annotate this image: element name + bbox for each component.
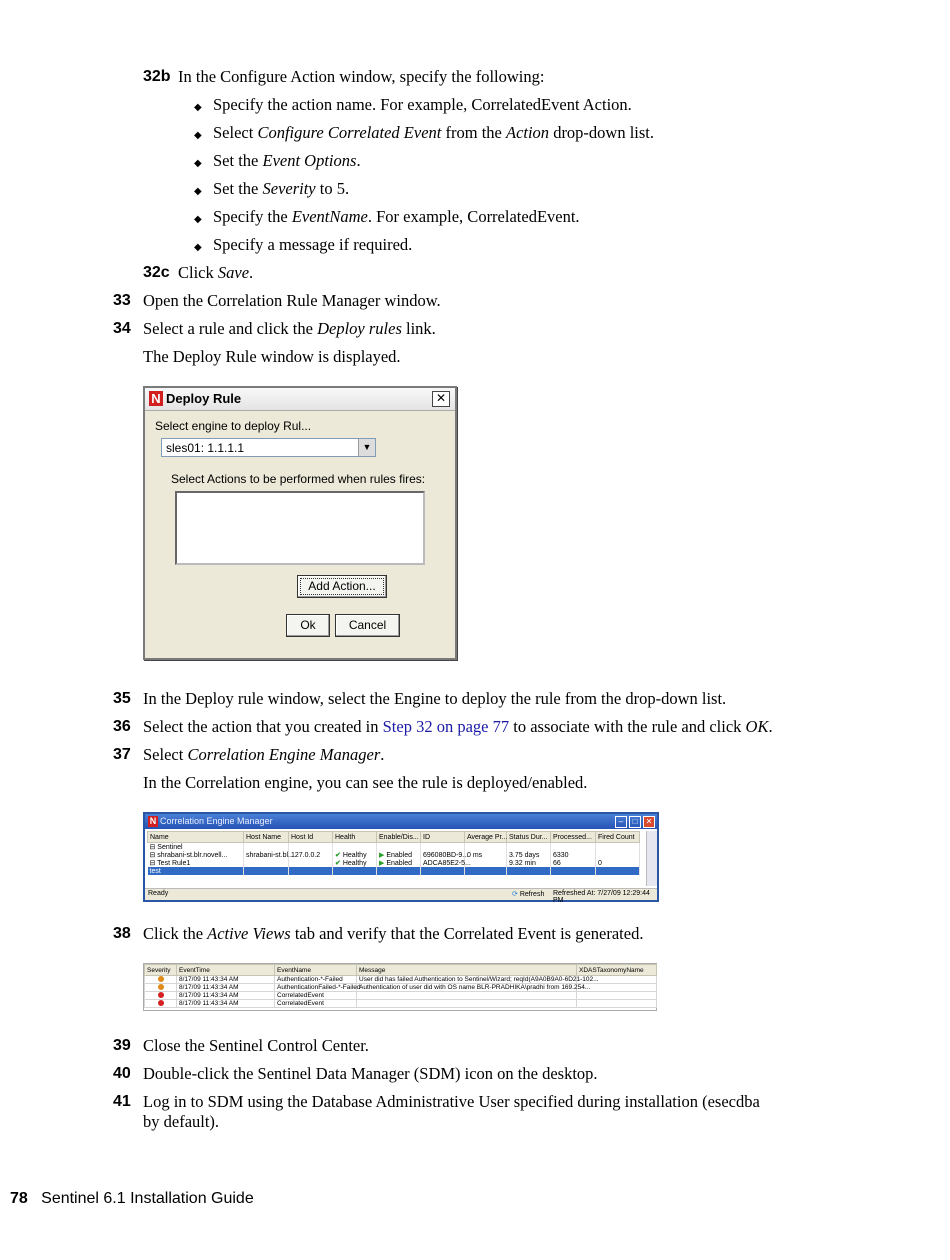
bullet-icon: ◆ bbox=[194, 130, 202, 141]
step-text: Open the Correlation Rule Manager window. bbox=[143, 291, 441, 310]
table-cell: 8/17/09 11:43:34 AM bbox=[177, 992, 275, 1000]
close-icon[interactable]: ✕ bbox=[432, 391, 450, 407]
tree-node-host[interactable]: ⊟ shrabani-st.blr.novell... bbox=[148, 851, 244, 859]
step-text: Click Save. bbox=[178, 263, 254, 282]
column-header[interactable]: Fired Count bbox=[596, 832, 640, 843]
table-cell bbox=[577, 1000, 657, 1008]
page-number: 78 bbox=[10, 1190, 28, 1207]
table-cell: AuthenticationFailed-*-Failed bbox=[275, 984, 357, 992]
step-link[interactable]: Step 32 on page 77 bbox=[382, 717, 510, 736]
bullet-icon: ◆ bbox=[194, 158, 202, 169]
refresh-icon: ⟳ bbox=[512, 891, 518, 898]
bullet-icon: ◆ bbox=[194, 102, 202, 113]
bullet-text: Specify the EventName. For example, CorrelatedEvent. bbox=[213, 207, 580, 226]
engine-table bbox=[147, 831, 640, 875]
column-header[interactable]: Message bbox=[357, 965, 577, 976]
table-cell: 8/17/09 11:43:34 AM bbox=[177, 984, 275, 992]
table-cell: 0 bbox=[596, 859, 640, 867]
step-subtext: In the Correlation engine, you can see the rule is deployed/enabled. bbox=[143, 773, 588, 792]
table-cell: 8/17/09 11:43:34 AM bbox=[177, 976, 275, 984]
add-action-button[interactable]: Add Action... bbox=[297, 575, 387, 598]
table-row[interactable] bbox=[148, 859, 640, 867]
table-row[interactable] bbox=[145, 992, 657, 1000]
severity-icon bbox=[158, 984, 164, 990]
status-text: Ready bbox=[148, 890, 169, 897]
check-icon: ✔ bbox=[335, 852, 341, 859]
column-header[interactable]: Status Dur... bbox=[507, 832, 551, 843]
chevron-down-icon[interactable]: ▼ bbox=[358, 439, 375, 456]
table-cell bbox=[596, 851, 640, 859]
table-cell: Authentication of user did with OS name BLR-PRADHIKA\pradhi from 169.254... bbox=[357, 984, 577, 992]
novell-logo-icon: N bbox=[149, 391, 163, 406]
active-views-table bbox=[143, 963, 657, 1011]
table-cell: 6330 bbox=[551, 851, 596, 859]
correlation-engine-manager-window bbox=[143, 812, 659, 902]
bullet-icon: ◆ bbox=[194, 214, 202, 225]
engine-select-value: sles01: 1.1.1.1 bbox=[166, 441, 245, 455]
bullet-icon: ◆ bbox=[194, 186, 202, 197]
cancel-button[interactable]: Cancel bbox=[335, 614, 400, 637]
minimize-icon[interactable]: – bbox=[615, 816, 627, 828]
table-cell bbox=[577, 992, 657, 1000]
bullet-item bbox=[194, 235, 202, 258]
status-bar bbox=[145, 888, 657, 904]
tree-node-sentinel[interactable]: ⊟ Sentinel bbox=[148, 843, 244, 852]
step-number: 37 bbox=[113, 746, 131, 763]
table-cell: 0 ms bbox=[465, 851, 507, 859]
column-header[interactable]: Average Pr... bbox=[465, 832, 507, 843]
step-number: 38 bbox=[113, 925, 131, 942]
severity-cell bbox=[145, 976, 177, 984]
bullet-text: Select Configure Correlated Event from the Action drop-down list. bbox=[213, 123, 655, 142]
bullet-text: Specify the action name. For example, CorrelatedEvent Action. bbox=[213, 95, 632, 114]
ok-button[interactable]: Ok bbox=[286, 614, 330, 637]
table-cell: ADCA85E2-5... bbox=[421, 859, 465, 867]
column-header[interactable]: XDASTaxonomyName bbox=[577, 965, 657, 976]
step-number: 35 bbox=[113, 690, 131, 707]
bullet-icon: ◆ bbox=[194, 242, 202, 253]
check-icon: ✔ bbox=[335, 860, 341, 867]
refreshed-time: Refreshed At: 7/27/09 12:29:44 PM bbox=[553, 890, 650, 904]
severity-cell bbox=[145, 992, 177, 1000]
refresh-button[interactable]: ⟳ Refresh bbox=[512, 891, 545, 898]
tree-node-action[interactable]: test bbox=[148, 867, 244, 875]
step-number: 32c bbox=[143, 264, 170, 281]
column-header[interactable]: Processed... bbox=[551, 832, 596, 843]
column-header[interactable]: Host Id bbox=[289, 832, 333, 843]
table-cell: 127.0.0.2 bbox=[289, 851, 333, 859]
table-cell: ✔ Healthy bbox=[333, 859, 377, 867]
severity-cell bbox=[145, 984, 177, 992]
step-text: Click the Active Views tab and verify that the Correlated Event is generated. bbox=[143, 924, 644, 943]
step-subtext: The Deploy Rule window is displayed. bbox=[143, 347, 401, 366]
step-text: In the Configure Action window, specify the following: bbox=[178, 67, 545, 86]
maximize-icon[interactable]: □ bbox=[629, 816, 641, 828]
window-title: Correlation Engine Manager bbox=[160, 816, 273, 826]
engine-select[interactable] bbox=[161, 438, 376, 457]
bullet-item bbox=[194, 207, 202, 230]
column-header[interactable]: Host Name bbox=[244, 832, 289, 843]
step-number: 40 bbox=[113, 1065, 131, 1082]
table-cell bbox=[357, 1000, 577, 1008]
bullet-text: Specify a message if required. bbox=[213, 235, 413, 254]
table-row[interactable] bbox=[148, 843, 640, 852]
column-header[interactable]: EventName bbox=[275, 965, 357, 976]
severity-icon bbox=[158, 976, 164, 982]
deploy-rule-dialog bbox=[143, 386, 457, 660]
bullet-item bbox=[194, 95, 202, 118]
bullet-item bbox=[194, 123, 202, 146]
play-icon: ▶ bbox=[379, 852, 385, 859]
severity-icon bbox=[158, 992, 164, 998]
tree-node-rule[interactable]: ⊟ Test Rule1 bbox=[148, 859, 244, 867]
table-cell: ▶ Enabled bbox=[377, 851, 421, 859]
dialog-titlebar[interactable] bbox=[145, 388, 455, 411]
column-header[interactable]: Enable/Dis... bbox=[377, 832, 421, 843]
table-cell bbox=[357, 992, 577, 1000]
bullet-text: Set the Severity to 5. bbox=[213, 179, 350, 198]
severity-cell bbox=[145, 1000, 177, 1008]
column-header[interactable]: EventTime bbox=[177, 965, 275, 976]
column-header[interactable]: ID bbox=[421, 832, 465, 843]
column-header[interactable]: Name bbox=[148, 832, 244, 843]
step-text: Log in to SDM using the Database Administrative User specified during installation (esecdba bbox=[143, 1092, 760, 1111]
actions-label: Select Actions to be performed when rules fires: bbox=[171, 472, 426, 486]
table-cell: CorrelatedEvent bbox=[275, 1000, 357, 1008]
table-cell: 9.32 min bbox=[507, 859, 551, 867]
step-text: Select a rule and click the Deploy rules link. bbox=[143, 319, 436, 338]
step-number: 33 bbox=[113, 292, 131, 309]
step-text: Select Correlation Engine Manager. bbox=[143, 745, 385, 764]
table-row[interactable] bbox=[145, 1000, 657, 1008]
play-icon: ▶ bbox=[379, 860, 385, 867]
step-text: In the Deploy rule window, select the Engine to deploy the rule from the drop-down list. bbox=[143, 689, 727, 708]
table-cell: shrabani-st.bl... bbox=[244, 851, 289, 859]
step-number: 39 bbox=[113, 1037, 131, 1054]
engine-label: Select engine to deploy Rul... bbox=[155, 419, 312, 433]
step-number: 32b bbox=[143, 68, 171, 85]
dialog-title: Deploy Rule bbox=[166, 391, 242, 406]
table-cell: 696080BD-9... bbox=[421, 851, 465, 859]
step-number: 36 bbox=[113, 718, 131, 735]
actions-list[interactable] bbox=[175, 491, 425, 565]
book-title: Sentinel 6.1 Installation Guide bbox=[41, 1190, 254, 1207]
vertical-scrollbar[interactable] bbox=[646, 831, 657, 886]
table-cell: ▶ Enabled bbox=[377, 859, 421, 867]
bullet-item bbox=[194, 179, 202, 202]
novell-logo-icon: N bbox=[149, 816, 157, 826]
step-number: 41 bbox=[113, 1093, 131, 1110]
table-row[interactable] bbox=[148, 851, 640, 859]
table-cell: ✔ Healthy bbox=[333, 851, 377, 859]
bullet-text: Set the Event Options. bbox=[213, 151, 361, 170]
table-cell: 66 bbox=[551, 859, 596, 867]
column-header[interactable]: Severity bbox=[145, 965, 177, 976]
table-cell: 3.75 days bbox=[507, 851, 551, 859]
step-text: Close the Sentinel Control Center. bbox=[143, 1036, 369, 1055]
window-titlebar[interactable] bbox=[145, 814, 657, 829]
step-text: Double-click the Sentinel Data Manager (SDM) icon on the desktop. bbox=[143, 1064, 598, 1083]
table-row[interactable] bbox=[145, 976, 657, 984]
table-cell: Authentication-*-Failed bbox=[275, 976, 357, 984]
table-cell: 8/17/09 11:43:34 AM bbox=[177, 1000, 275, 1008]
bullet-item bbox=[194, 151, 202, 174]
table-cell: CorrelatedEvent bbox=[275, 992, 357, 1000]
step-number: 34 bbox=[113, 320, 131, 337]
column-header[interactable]: Health bbox=[333, 832, 377, 843]
table-row[interactable] bbox=[145, 984, 657, 992]
severity-icon bbox=[158, 1000, 164, 1006]
table-cell: User did has failed Authentication to Sentinel/Wizard; reqId(A9A0B9A0-6D21-102... bbox=[357, 976, 577, 984]
step-text: Select the action that you created in Step 32 on page 77 to associate with the rule and click OK. bbox=[143, 717, 773, 736]
page-footer bbox=[10, 1190, 254, 1208]
close-icon[interactable]: ✕ bbox=[643, 816, 655, 828]
table-row-selected[interactable] bbox=[148, 867, 640, 875]
step-text-continued: by default). bbox=[143, 1112, 220, 1131]
